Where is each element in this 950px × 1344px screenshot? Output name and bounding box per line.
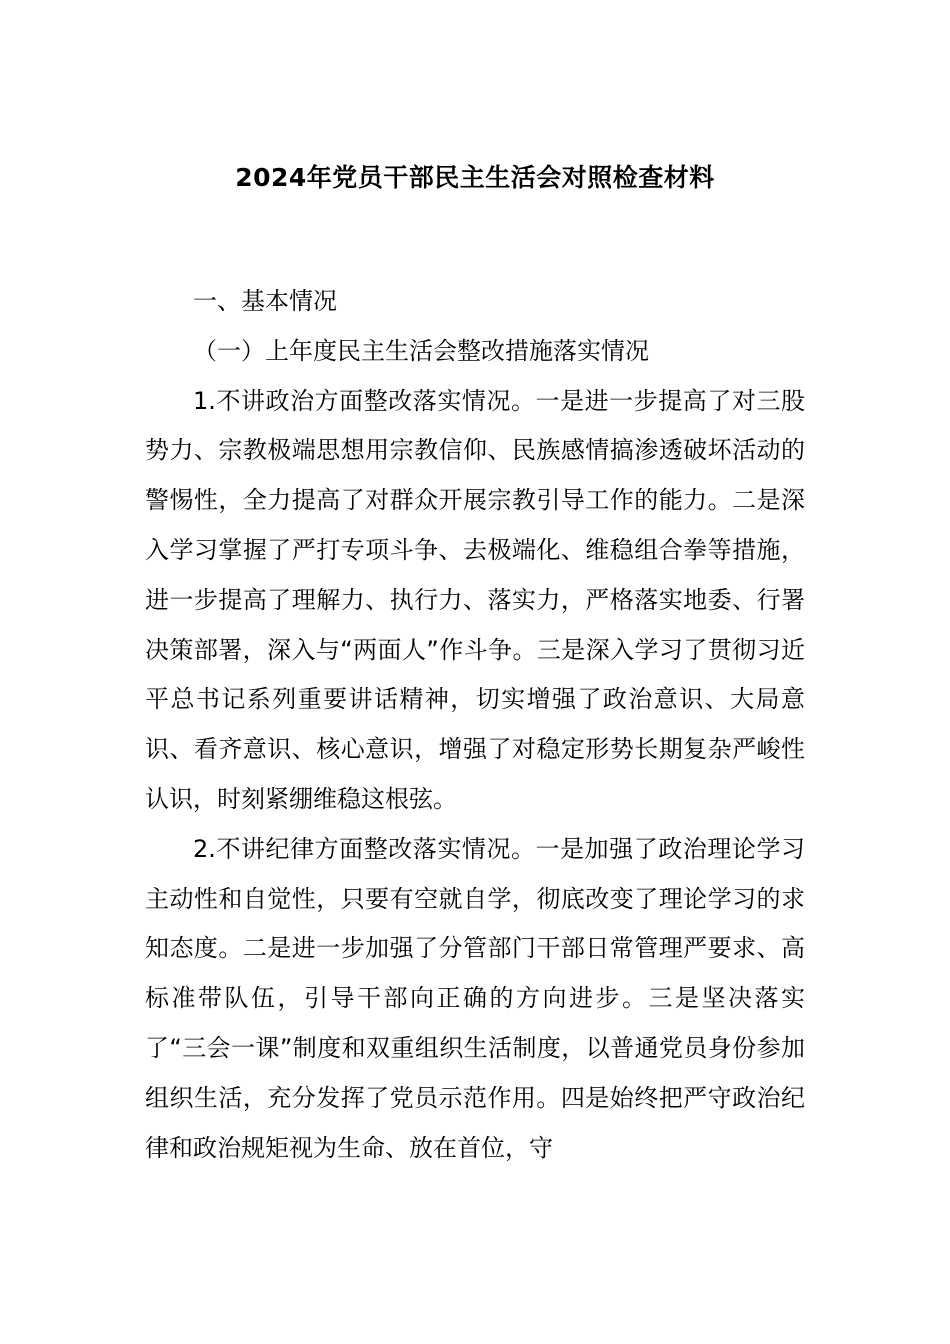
document-title: 2024年党员干部民主生活会对照检查材料 xyxy=(235,163,715,192)
paragraph-politics-rectification: 1.不讲政治方面整改落实情况。一是进一步提高了对三股势力、宗教极端思想用宗教信仰、民族感情搞渗透破坏活动的警惕性，全力提高了对群众开展宗教引导工作的能力。二是深入学习掌握了严打专项斗争、去极端化、维稳组合拳等措施，进一步提高了理解力、执行力、落实力，严格落实地委、行署决策部署，深入与“两面人”作斗争。三是深入学习了贯彻习近平总书记系列重要讲话精神，切实增强了政治意识、大局意识、看齐意识、核心意识，增强了对稳定形势长期复杂严峻性认识，时刻紧绷维稳这根弦。 xyxy=(145,386,805,813)
paragraph-discipline-rectification: 2.不讲纪律方面整改落实情况。一是加强了政治理论学习主动性和自觉性，只要有空就自学，彻底改变了理论学习的求知态度。二是进一步加强了分管部门干部日常管理严要求、高标准带队伍，引导干部向正确的方向进步。三是坚决落实了“三会一课”制度和双重组织生活制度，以普通党员身份参加组织生活，充分发挥了党员示范作用。四是始终把严守政治纪律和政治规矩视为生命、放在首位，守 xyxy=(145,834,805,1162)
subsection-heading-rectification: （一）上年度民主生活会整改措施落实情况 xyxy=(193,336,649,365)
document-body xyxy=(145,277,805,1173)
section-heading-basic-situation: 一、基本情况 xyxy=(193,287,337,315)
